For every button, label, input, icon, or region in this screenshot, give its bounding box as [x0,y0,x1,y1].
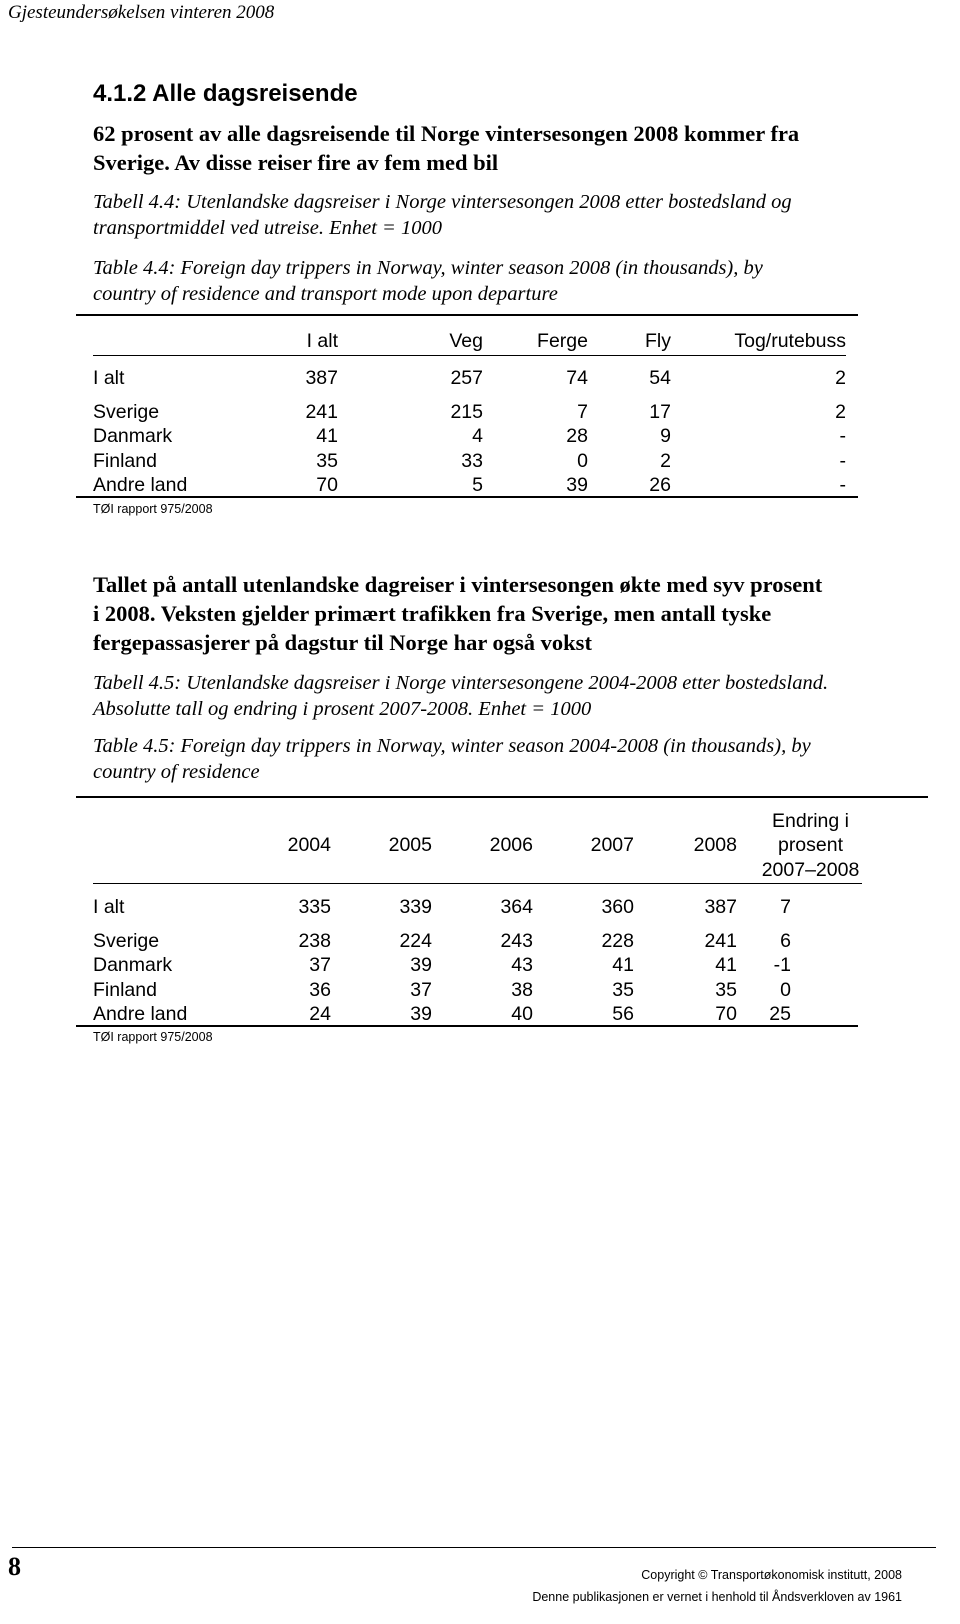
table-cell: 2 [835,366,846,389]
table-cell: 2 [835,400,846,423]
table-cell: 4 [472,425,483,448]
table-cell: 339 [399,895,432,918]
table-cell: 24 [309,1003,331,1026]
table2-source: TØI rapport 975/2008 [93,1030,213,1044]
footer-rule [12,1547,936,1548]
table-cell: 39 [410,954,432,977]
caption-line: country of residence [93,761,260,783]
table-cell: -1 [773,954,791,977]
table-cell: 28 [566,425,588,448]
row-label: Danmark [93,954,173,977]
summary-line: i 2008. Veksten gjelder primært trafikken fra Sverige, men antall tyske [93,601,772,626]
summary-line: Tallet på antall utenlandske dagreiser i vintersesongen økte med syv prosent [93,572,823,597]
table-cell: 0 [780,978,791,1001]
caption-line: Table 4.5: Foreign day trippers in Norway, winter season 2004-2008 (in thousands), by [93,735,811,757]
column-header: 2006 [489,833,533,856]
table-cell: 54 [649,366,671,389]
table-cell: 17 [649,400,671,423]
table-cell: 35 [715,978,737,1001]
summary-line: Sverige. Av disse reiser fire av fem med bil [93,150,499,175]
column-header: Veg [449,330,483,353]
table-cell: 33 [461,449,483,472]
table-row [93,929,862,954]
header-line: prosent [777,834,844,856]
table-cell: 5 [472,474,483,497]
row-label: Finland [93,978,157,1001]
copyright-notice: Copyright © Transportøkonomisk institutt, 2008 [641,1568,902,1582]
table-cell: 6 [780,929,791,952]
table1-top-rule [76,314,858,316]
table-cell: 41 [715,954,737,977]
table1-caption-english [93,255,923,307]
table-row [93,425,846,450]
table-cell: 241 [305,400,338,423]
table-cell: 215 [450,400,483,423]
summary-paragraph-2 [93,570,913,657]
table-cell: 243 [500,929,533,952]
row-label: Finland [93,449,157,472]
row-label: Danmark [93,425,173,448]
table-cell: 360 [601,895,634,918]
table-cell: 35 [316,449,338,472]
table2-bottom-rule [76,1025,858,1027]
caption-line: transportmiddel ved utreise. Enhet = 1000 [93,217,443,239]
change-column-header [737,808,862,883]
table-cell: 74 [566,366,588,389]
table-cell: 35 [612,978,634,1001]
column-header: 2007 [590,833,634,856]
table1-bottom-rule [76,496,858,498]
column-header: 2005 [388,833,432,856]
table-cell: - [839,425,846,448]
table-cell: 9 [660,425,671,448]
table1-source: TØI rapport 975/2008 [93,502,213,516]
column-header: Fly [645,330,671,353]
caption-line: Absolutte tall og endring i prosent 2007-2008. Enhet = 1000 [93,698,592,720]
table-cell: - [839,449,846,472]
table-cell: 257 [450,366,483,389]
table-cell: 41 [316,425,338,448]
summary-line: fergepassasjerer på dagstur til Norge har også vokst [93,630,592,655]
column-header: 2008 [693,833,737,856]
header-line: Endring i [772,809,849,832]
table-cell: 364 [500,895,533,918]
table-cell: 25 [769,1003,791,1026]
table-cell: 228 [601,929,634,952]
table1 [93,329,846,498]
table-cell: 41 [612,954,634,977]
table-cell: 0 [577,449,588,472]
column-header: I alt [306,330,338,353]
table-cell: 70 [316,474,338,497]
caption-line: Tabell 4.5: Utenlandske dagsreiser i Norge vintersesongene 2004-2008 etter bostedsland. [93,672,829,694]
row-label: Sverige [93,929,160,952]
summary-paragraph-1 [93,119,913,177]
table2-caption-norwegian [93,670,923,722]
row-label: Andre land [93,1003,188,1026]
table-cell: 38 [511,978,533,1001]
table-cell: 7 [780,895,791,918]
column-header: Ferge [537,330,588,353]
table-cell: 26 [649,474,671,497]
table-cell: 7 [577,400,588,423]
table-row [93,449,846,474]
table-row [93,954,862,979]
table-row [93,1003,862,1028]
table-cell: 224 [399,929,432,952]
table1-caption-norwegian [93,189,923,241]
table-cell: 40 [511,1003,533,1026]
row-label: I alt [93,366,125,389]
table-cell: 39 [410,1003,432,1026]
table-cell: 56 [612,1003,634,1026]
table1-header-row [93,329,846,355]
caption-line: country of residence and transport mode upon departure [93,283,558,305]
table-row-total [93,894,862,920]
row-label: Sverige [93,400,160,423]
summary-line: 62 prosent av alle dagsreisende til Norge vintersesongen 2008 kommer fra [93,121,800,146]
table-cell: 37 [309,954,331,977]
table-cell: 387 [305,366,338,389]
caption-line: Tabell 4.4: Utenlandske dagsreiser i Norge vintersesongen 2008 etter bostedsland og [93,191,792,213]
table-cell: 37 [410,978,432,1001]
table-cell: 2 [660,449,671,472]
table2 [93,808,862,1027]
table-cell: 241 [704,929,737,952]
table-cell: 39 [566,474,588,497]
legal-notice: Denne publikasjonen er vernet i henhold til Åndsverkloven av 1961 [532,1590,902,1604]
header-line: 2007–2008 [761,858,860,881]
table-row [93,978,862,1003]
table-cell: 36 [309,978,331,1001]
row-label: Andre land [93,474,188,497]
table-cell: - [839,474,846,497]
caption-line: Table 4.4: Foreign day trippers in Norway, winter season 2008 (in thousands), by [93,257,763,279]
table-row-total [93,365,846,391]
column-header: 2004 [287,833,331,856]
table-row [93,474,846,499]
running-header: Gjesteundersøkelsen vinteren 2008 [8,2,275,23]
table-cell: 387 [704,895,737,918]
table2-top-rule [76,796,928,798]
table2-header-row [93,808,862,883]
column-header: Tog/rutebuss [734,330,846,353]
table-cell: 238 [298,929,331,952]
table2-caption-english [93,733,923,785]
table-row [93,400,846,425]
table-cell: 43 [511,954,533,977]
table-cell: 335 [298,895,331,918]
table-cell: 70 [715,1003,737,1026]
section-heading: 4.1.2 Alle dagsreisende [93,80,358,107]
page-number: 8 [8,1552,21,1581]
row-label: I alt [93,895,125,918]
